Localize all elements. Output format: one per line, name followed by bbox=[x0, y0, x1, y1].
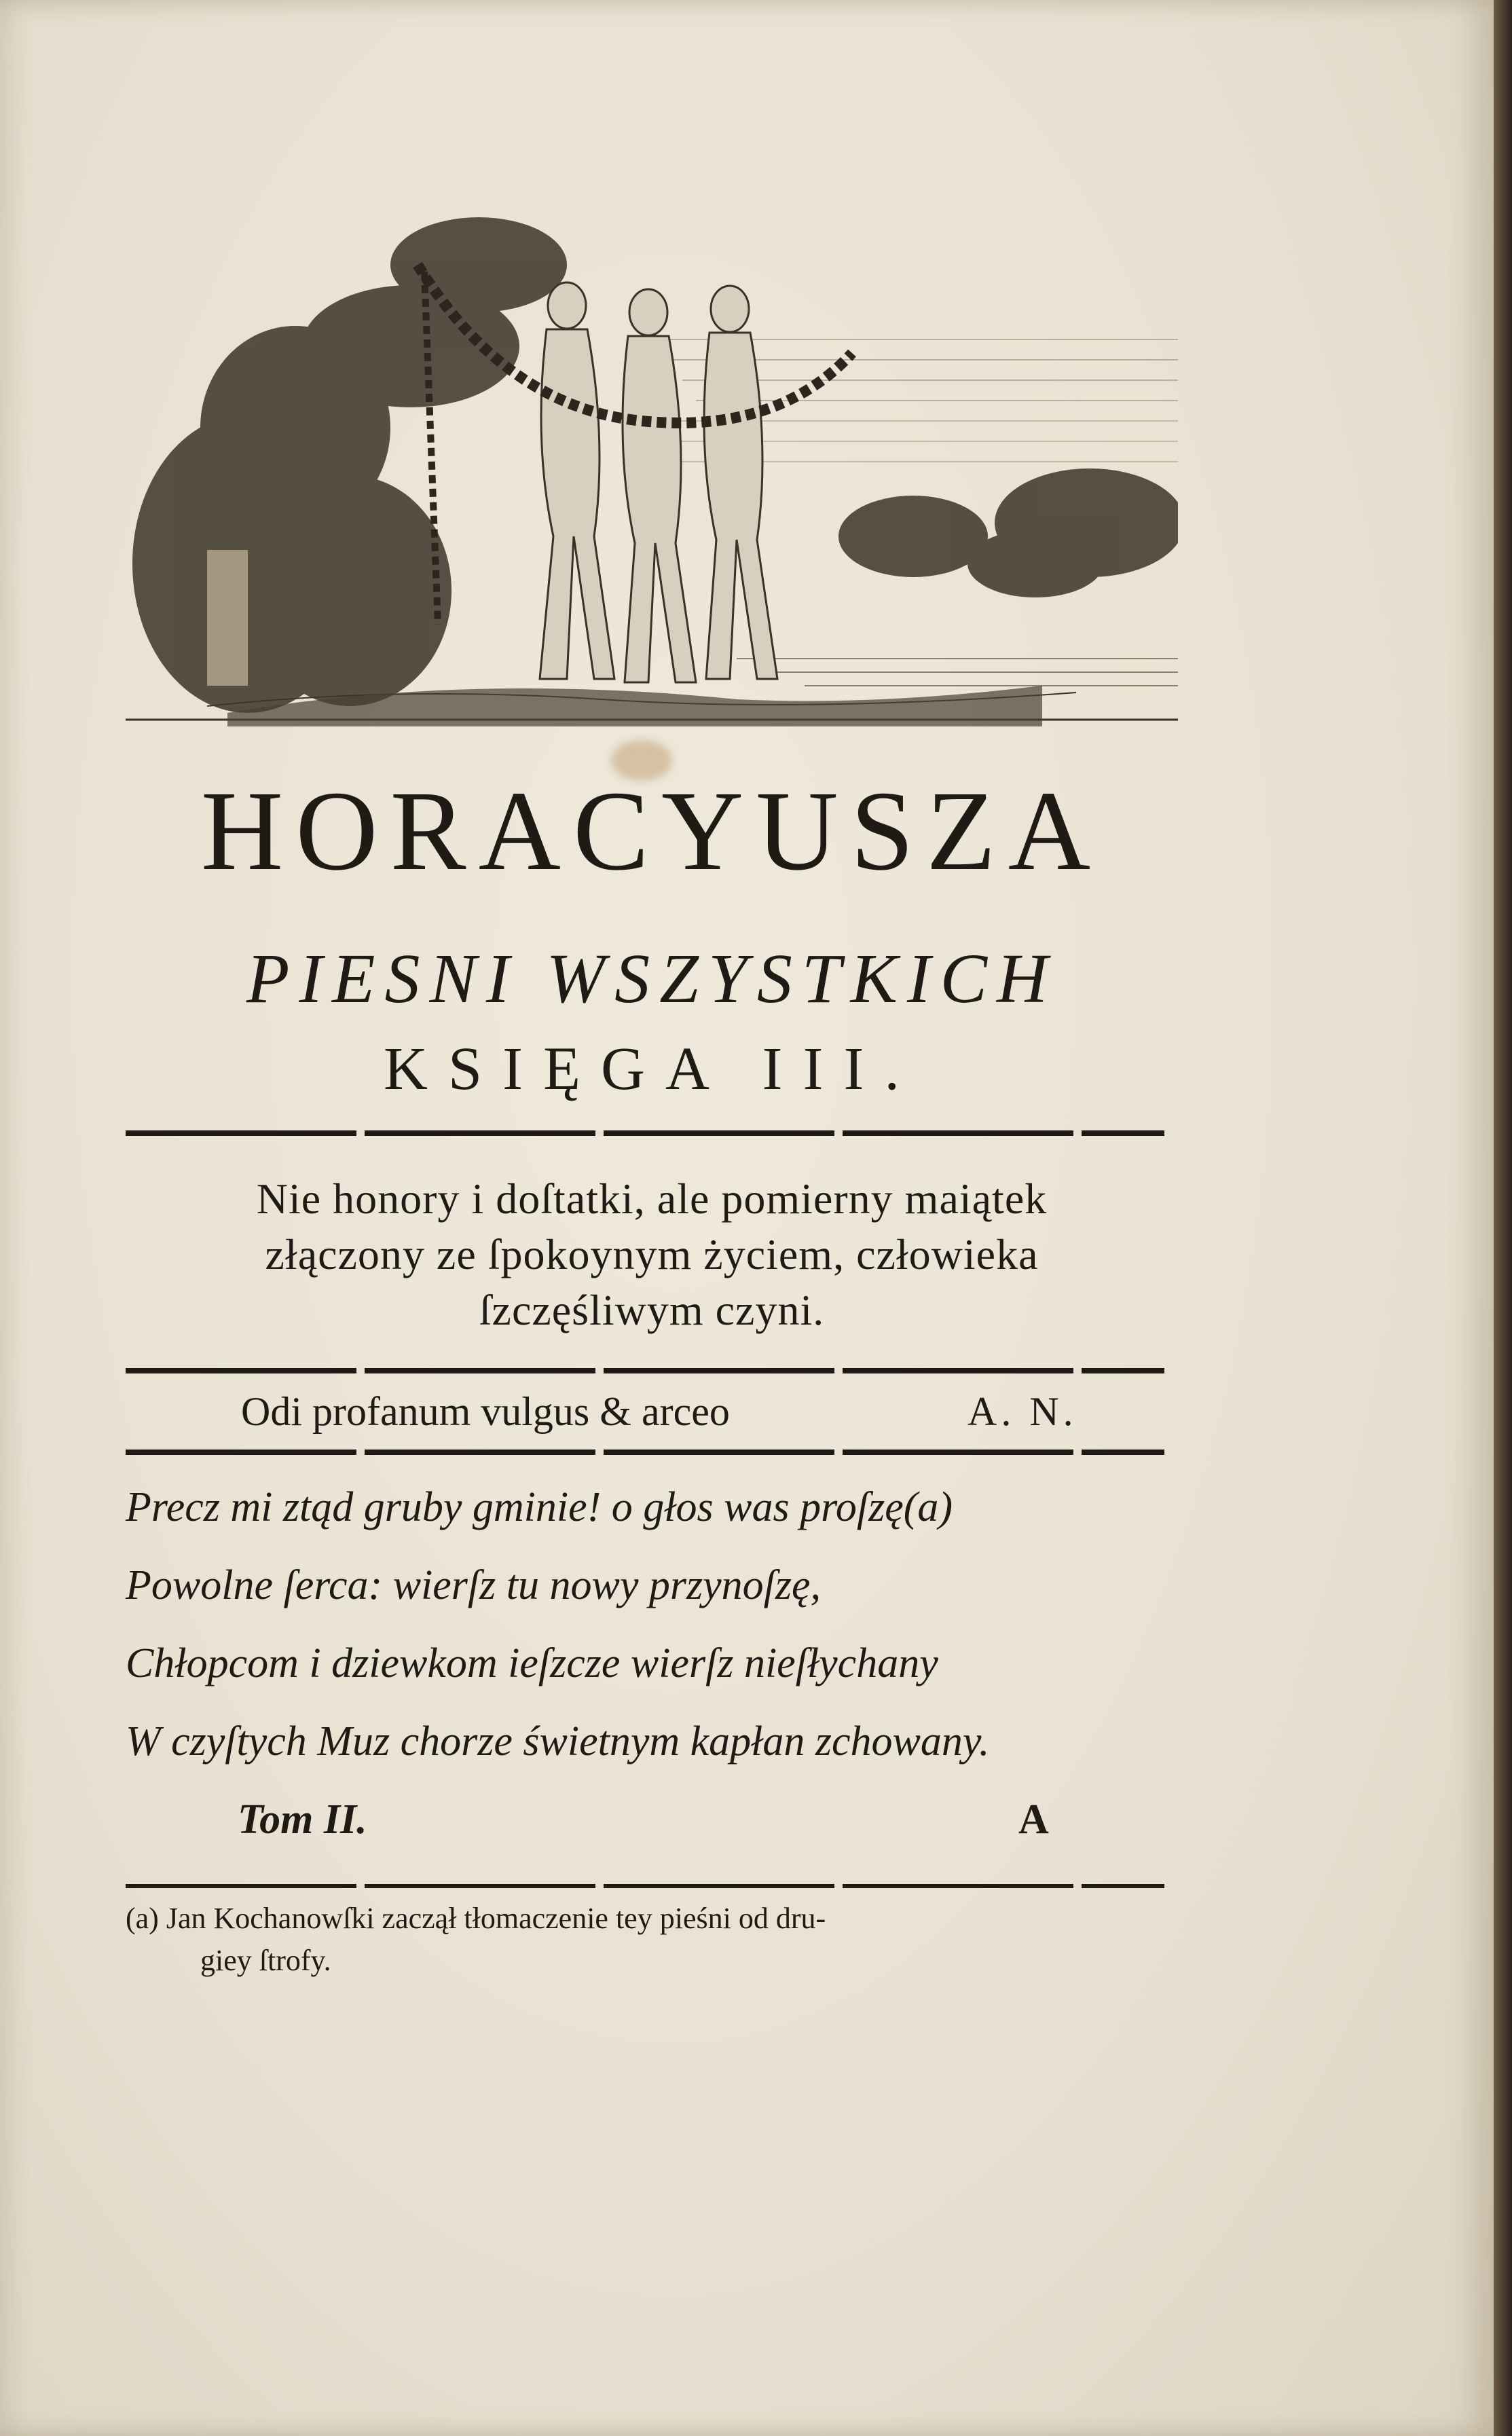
footnote-line: (a) Jan Kochanowſki zaczął tłomaczenie tey pieśni od dru- bbox=[126, 1902, 826, 1935]
verse-line: Chłopcom i dziewkom ieſzcze wierſz nieſłychany bbox=[126, 1640, 938, 1686]
verse-line: Precz mi ztąd gruby gminie! o głos was proſzę(a) bbox=[126, 1484, 953, 1530]
verse-line: Powolne ſerca: wierſz tu nowy przynoſzę, bbox=[126, 1562, 822, 1608]
summary bbox=[126, 1171, 1178, 1338]
main-title: HORACYUSZA bbox=[200, 768, 1103, 894]
ode-incipit: Odi profanum vulgus & arceo bbox=[241, 1389, 730, 1434]
ode-meter: A. N. bbox=[967, 1389, 1077, 1434]
engraved-vignette bbox=[126, 183, 1178, 767]
rule-top bbox=[126, 1130, 1164, 1136]
book-label: KSIĘGA III. bbox=[384, 1035, 920, 1103]
signature-row bbox=[126, 1796, 1164, 1850]
footnote bbox=[126, 1898, 1171, 1982]
page-edge bbox=[1494, 0, 1512, 2436]
subtitle: PIESNI WSZYSTKICH bbox=[246, 940, 1058, 1018]
paper-stain bbox=[611, 740, 672, 781]
summary-line: złączony ze ſpokoynym życiem, człowieka bbox=[265, 1230, 1039, 1278]
rule-above-incipit bbox=[126, 1368, 1164, 1373]
footnote-line: giey ſtrofy. bbox=[200, 1944, 331, 1977]
rule-below-incipit bbox=[126, 1450, 1164, 1455]
signature-letter: A bbox=[1018, 1796, 1049, 1843]
incipit-row bbox=[126, 1388, 1164, 1443]
rule-footnote bbox=[126, 1884, 1164, 1888]
verse-line: W czyſtych Muz chorze świetnym kapłan zchowany. bbox=[126, 1718, 990, 1765]
tome-label: Tom II. bbox=[238, 1796, 367, 1843]
summary-line: ſzczęśliwym czyni. bbox=[479, 1286, 825, 1334]
summary-line: Nie honory i doſtatki, ale pomierny maiątek bbox=[256, 1175, 1048, 1223]
